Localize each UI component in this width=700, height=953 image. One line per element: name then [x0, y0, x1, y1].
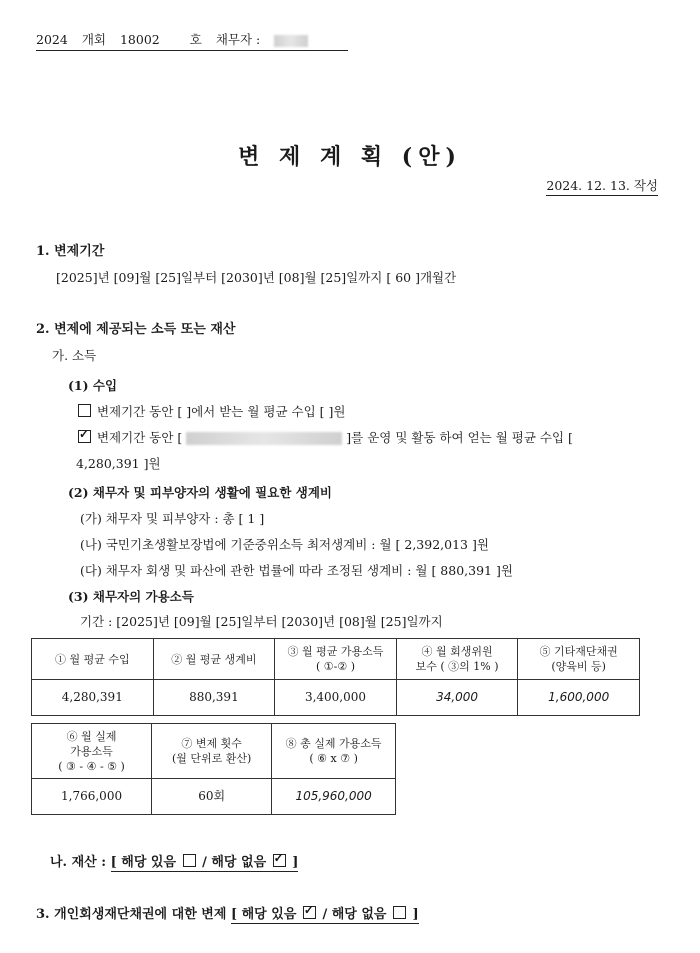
property-end: ] — [292, 855, 299, 870]
income-option-2-amount: 4,280,391 ]원 — [76, 456, 161, 471]
property-yes-checkbox[interactable] — [183, 854, 196, 867]
table-cell: 60회 — [152, 779, 272, 815]
property-yes-label: [ 해당 있음 — [110, 855, 177, 870]
section3-no-label: / 해당 없음 — [322, 907, 387, 922]
table-header-cell: ⑧ 총 실제 가용소득 ( ⑥ x ⑦ ) — [272, 724, 396, 779]
section3-yes-label: [ 해당 있음 — [230, 907, 297, 922]
table-cell: 1,766,000 — [32, 779, 152, 815]
table-header-cell: ① 월 평균 수입 — [32, 639, 154, 680]
table-cell: 4,280,391 — [32, 680, 154, 716]
available-income-heading: (3) 채무자의 가용소득 — [68, 589, 194, 604]
property-options — [111, 855, 299, 872]
case-header — [36, 30, 348, 51]
income-option-2-text-b: ]를 운영 및 활동 하여 얻는 월 평균 수입 [ — [346, 430, 573, 445]
table-cell: 34,000 — [396, 680, 518, 716]
section3-no-checkbox[interactable] — [393, 906, 406, 919]
property-line — [50, 851, 298, 870]
redacted-business-name — [186, 432, 342, 445]
adjusted-living-cost: (다) 채무자 회생 및 파산에 관한 법률에 따라 조정된 생계비 : 월 [ 880,391 ]원 — [80, 563, 513, 578]
written-date: 2024. 12. 13. 작성 — [546, 176, 658, 196]
table-header-cell: ⑦ 변제 횟수 (월 단위로 환산) — [152, 724, 272, 779]
case-type: 개회 — [81, 32, 106, 47]
table-header-cell: ③ 월 평균 가용소득 ( ①-② ) — [275, 639, 397, 680]
property-no-checkbox[interactable] — [273, 854, 286, 867]
available-income-period: 기간 : [2025]년 [09]월 [25]일부터 [2030]년 [08]월 [25]일까지 — [80, 614, 443, 629]
property-label: 나. 재산 : — [50, 855, 107, 870]
table-cell: 880,391 — [153, 680, 275, 716]
income-option-2-checkbox[interactable] — [78, 430, 91, 443]
repayment-period: [2025]년 [09]월 [25]일부터 [2030]년 [08]월 [25]일까지 [ 60 ]개월간 — [56, 270, 457, 285]
table-row — [32, 639, 640, 680]
income-table-1 — [31, 638, 640, 716]
income-table-2 — [31, 723, 396, 815]
table-row — [32, 680, 640, 716]
income-option-2 — [76, 428, 573, 446]
case-year: 2024 — [36, 32, 68, 47]
table-header-cell: ② 월 평균 생계비 — [153, 639, 275, 680]
table-header-cell: ④ 월 회생위원 보수 ( ③의 1% ) — [396, 639, 518, 680]
section3-yes-checkbox[interactable] — [303, 906, 316, 919]
living-cost-heading: (2) 채무자 및 피부양자의 생활에 필요한 생계비 — [68, 485, 332, 500]
income-subheading: 가. 소득 — [52, 348, 97, 363]
section1-heading: 1. 변제기간 — [36, 244, 105, 259]
case-ho: 호 — [189, 32, 202, 47]
income-heading: (1) 수입 — [68, 378, 118, 393]
table-cell: 3,400,000 — [275, 680, 397, 716]
income-option-1 — [76, 402, 345, 420]
property-no-label: / 해당 없음 — [202, 855, 267, 870]
section3-line — [36, 903, 419, 922]
income-option-2-text-a: 변제기간 동안 [ — [96, 430, 183, 445]
section3-options — [231, 907, 419, 924]
section2-heading: 2. 변제에 제공되는 소득 또는 재산 — [36, 322, 236, 337]
minimum-living-cost: (나) 국민기초생활보장법에 기준중위소득 최저생계비 : 월 [ 2,392,013 ]원 — [80, 537, 489, 552]
income-option-1-checkbox[interactable] — [78, 404, 91, 417]
table-header-cell: ⑥ 월 실제 가용소득 ( ③ - ④ - ⑤ ) — [32, 724, 152, 779]
redacted-debtor-name — [274, 35, 308, 47]
document-title: 변 제 계 획 (안) — [238, 144, 462, 170]
debtor-label: 채무자 : — [215, 32, 261, 47]
section3-end: ] — [412, 907, 419, 922]
table-row — [32, 779, 396, 815]
dependents-count: (가) 채무자 및 피부양자 : 총 [ 1 ] — [80, 511, 265, 526]
section3-label: 3. 개인회생재단채권에 대한 변제 — [36, 907, 227, 922]
table-cell: 1,600,000 — [518, 680, 640, 716]
income-option-1-text: 변제기간 동안 [ ]에서 받는 월 평균 수입 [ ]원 — [96, 404, 346, 419]
case-number: 18002 — [119, 32, 160, 47]
table-header-cell: ⑤ 기타재단채권 (양육비 등) — [518, 639, 640, 680]
table-cell: 105,960,000 — [272, 779, 396, 815]
table-row — [32, 724, 396, 779]
